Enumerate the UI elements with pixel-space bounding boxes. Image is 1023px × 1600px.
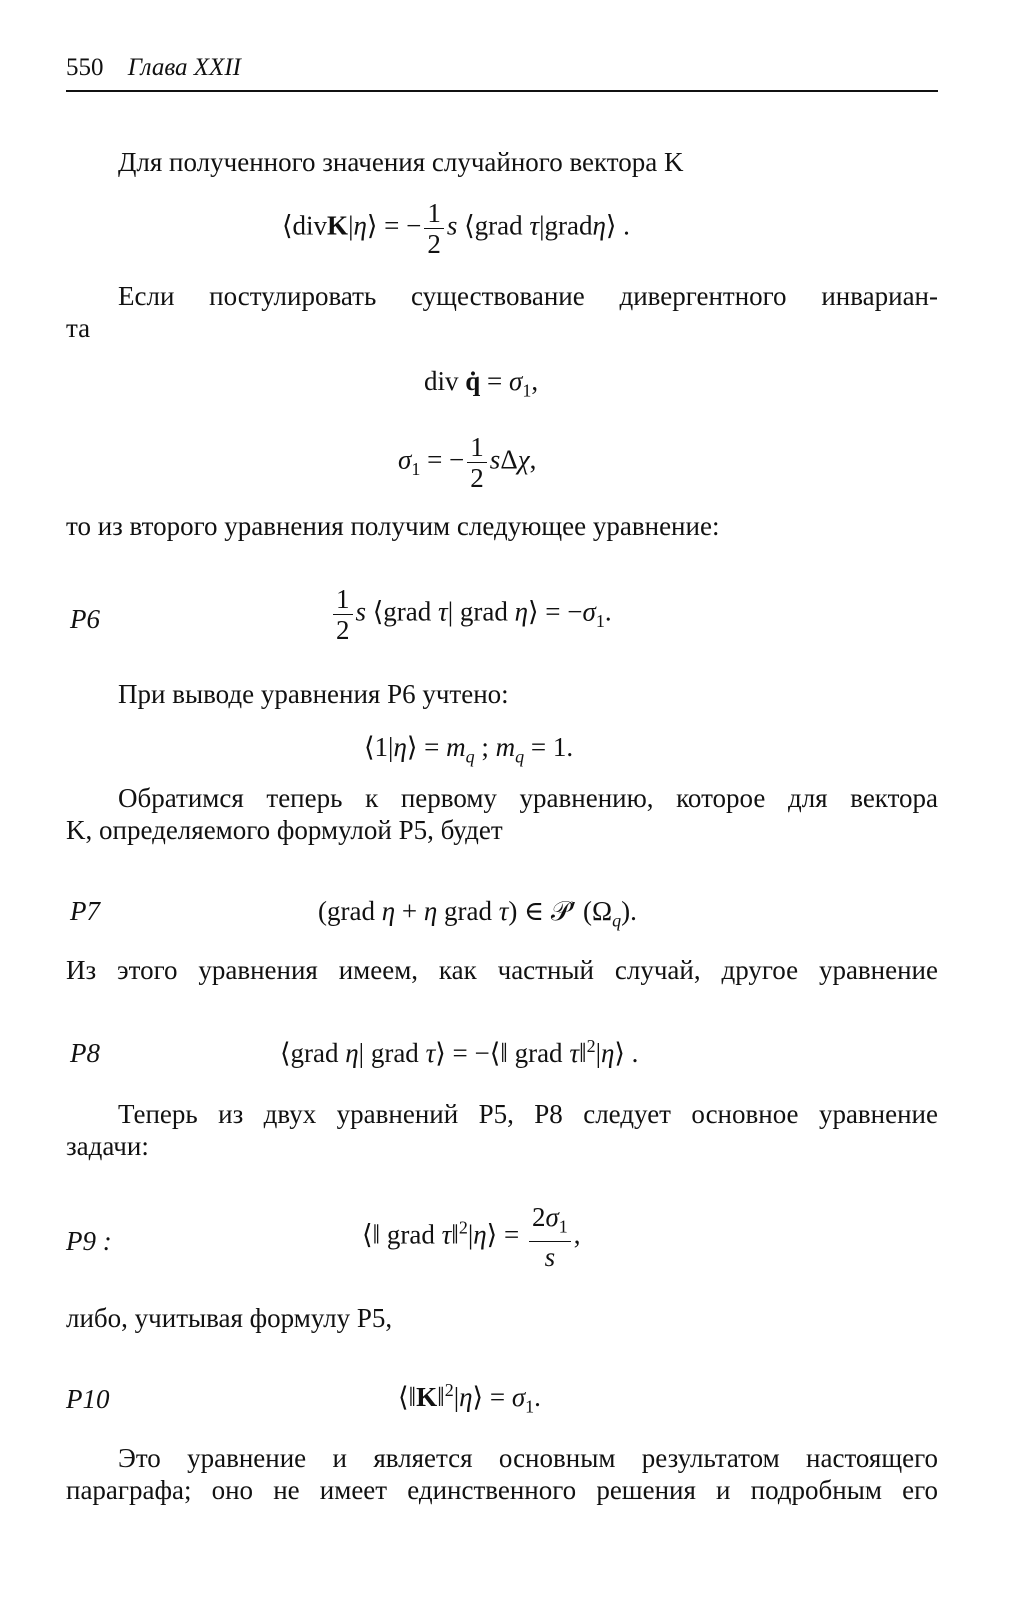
equation-1: ⟨divK|η⟩ = − $\frac{1}{2}$ s ⟨grad τ|gradη⟩ . [282,198,630,259]
equation-p10: ⟨‖K‖$^2$|η⟩ = $\sigma_1$. [398,1380,541,1417]
paragraph-8: либо, учитывая формулу P5, [66,1303,393,1333]
paragraph-3: то из второго уравнения получим следующее уравнение: [66,511,720,541]
paragraph-7-line-2: задачи: [66,1131,149,1161]
equation-p7: (grad η + η grad τ) ∈ 𝒫′ $(\Omega_q)$. [318,896,637,931]
equation-p6: $\frac{1}{2}$ s ⟨grad τ| grad η⟩ = $-\sigma_1$. [330,584,612,645]
equation-3: $\sigma_1$ = − $\frac{1}{2}$ sΔχ, [398,432,537,493]
paragraph-5-line-2: K, определяемого формулой P5, будет [66,815,503,845]
running-header [66,54,241,82]
equation-p8: ⟨grad η| grad τ⟩ = −⟨‖ grad τ‖$^2$|η⟩ . [280,1036,639,1068]
paragraph-4: При выводе уравнения P6 учтено: [118,679,509,709]
paragraph-2-line-2: та [66,313,91,343]
paragraph-5-line-1: Обратимся теперь к первому уравнению, которое для вектора [118,783,938,813]
header-rule [66,90,938,92]
label-p9: P9 : [66,1226,112,1256]
label-p10: P10 [66,1384,110,1414]
paragraph-9-line-2: параграфа; оно не имеет единственного решения и подробным его [66,1475,938,1505]
paragraph-6: Из этого уравнения имеем, как частный случай, другое уравнение [66,955,938,985]
paragraph-1: Для полученного значения случайного вектора K [118,147,684,177]
equation-4: ⟨1|η⟩ = $m_q$ ; $m_q = 1$. [364,732,574,767]
paragraph-7-line-1: Теперь из двух уравнений P5, P8 следует основное уравнение [118,1099,938,1129]
equation-2: div q̇ = $\sigma_1$, [424,366,539,401]
paragraph-2-line-1: Если постулировать существование дивергентного инвариан- [118,281,938,311]
paragraph-9-line-1: Это уравнение и является основным результатом настоящего [118,1443,938,1473]
equation-p9: ⟨‖ grad τ‖$^2$|η⟩ = $\frac{2\sigma_1}{s}$ , [362,1202,581,1273]
page-number: 550 [66,54,104,81]
label-p8: P8 [70,1038,100,1068]
chapter-title: Глава XXII [127,54,241,81]
label-p6: P6 [70,604,100,634]
label-p7: P7 [70,896,100,926]
